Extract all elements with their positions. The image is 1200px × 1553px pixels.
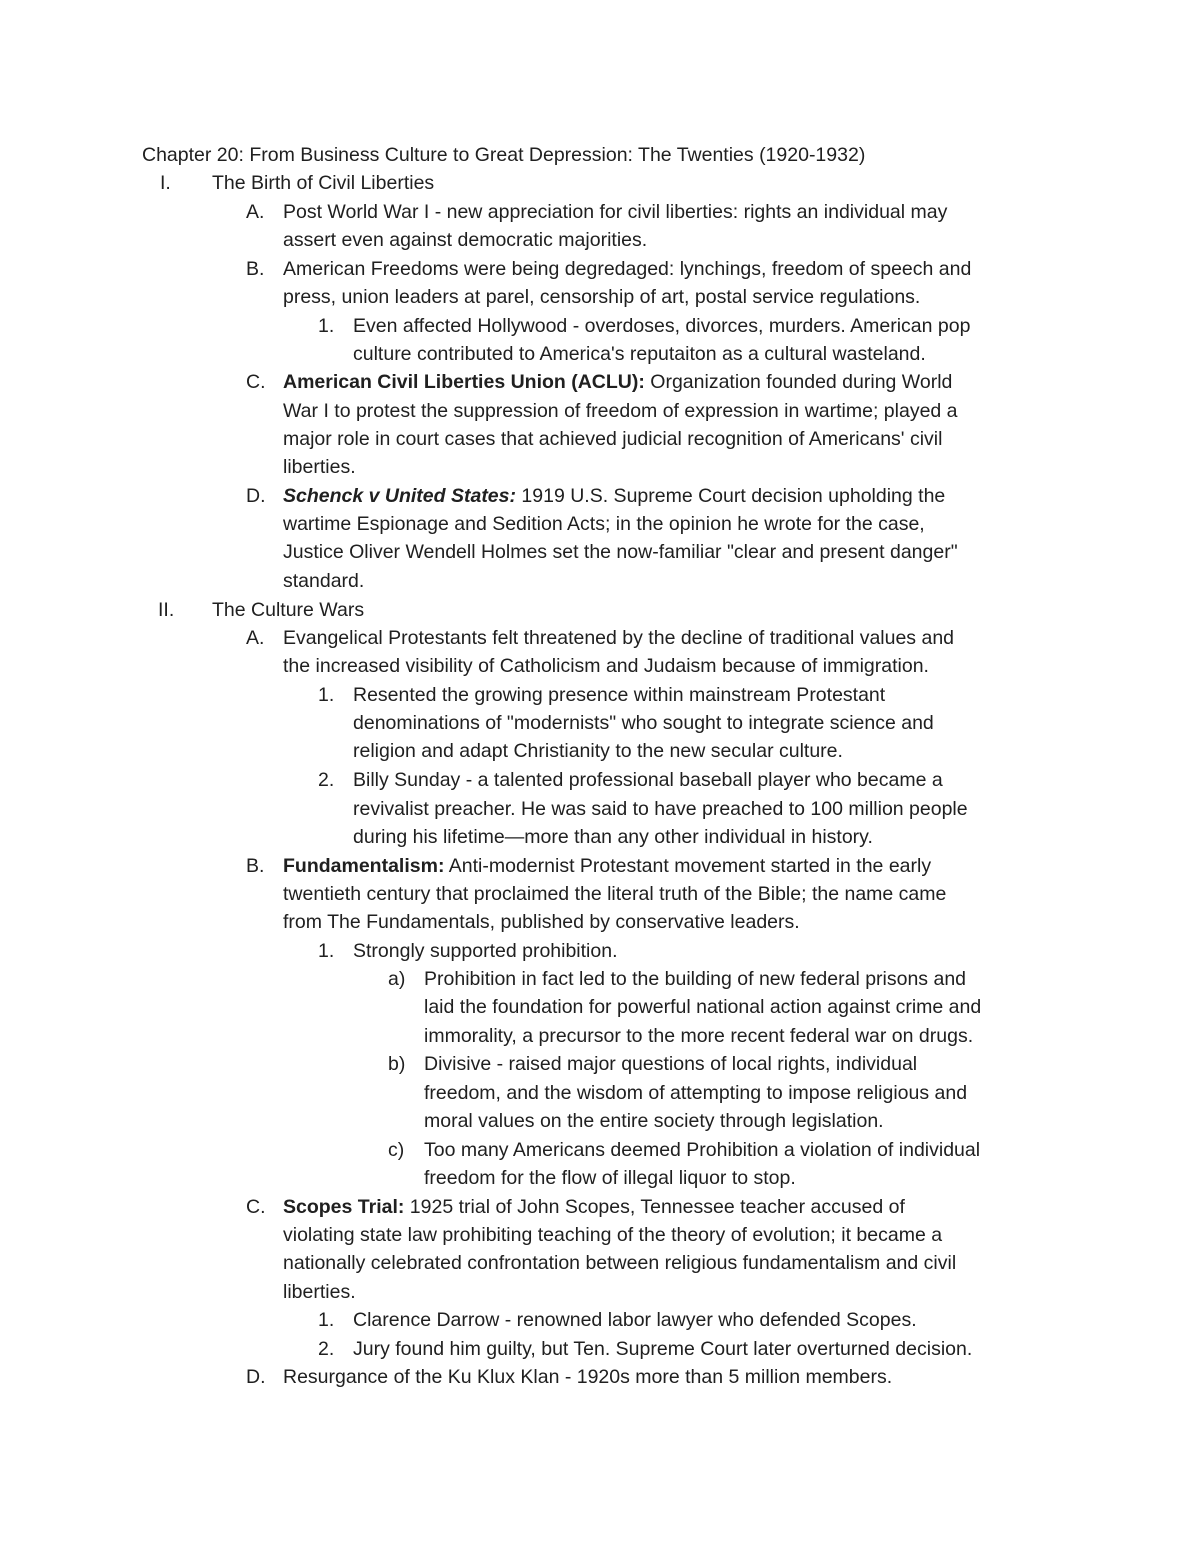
item-1d-line: wartime Espionage and Sedition Acts; in the opinion he wrote for the case, [283, 513, 925, 535]
item-2b1-marker: 1. [318, 940, 335, 962]
section-1-marker: I. [160, 172, 171, 194]
item-1b-line: press, union leaders at parel, censorship of art, postal service regulations. [283, 286, 921, 308]
item-2a-marker: A. [246, 627, 265, 649]
item-2c-line: liberties. [283, 1281, 356, 1303]
item-2b1a-line: laid the foundation for powerful national action against crime and [424, 996, 982, 1018]
item-2c1-marker: 1. [318, 1309, 335, 1331]
item-1a-line: assert even against democratic majorities. [283, 229, 648, 251]
item-1c-line: major role in court cases that achieved judicial recognition of Americans' civil [283, 428, 943, 450]
item-2a2-line: during his lifetime—more than any other individual in history. [353, 826, 873, 848]
item-2b1a-line: Prohibition in fact led to the building of new federal prisons and [424, 968, 967, 990]
section-2-marker: II. [158, 599, 175, 621]
item-2c1-line: Clarence Darrow - renowned labor lawyer who defended Scopes. [353, 1309, 917, 1331]
fundamentalism-term: Fundamentalism: [283, 855, 445, 877]
item-2b1a-line: immorality, a precursor to the more recent federal war on drugs. [424, 1025, 974, 1047]
item-1d-text: 1919 U.S. Supreme Court decision upholding the [516, 485, 946, 507]
item-1a-marker: A. [246, 201, 265, 223]
item-1b1-line: culture contributed to America's reputaiton as a cultural wasteland. [353, 343, 926, 365]
item-2d-marker: D. [246, 1366, 266, 1388]
item-2b-text: Anti-modernist Protestant movement started in the early [444, 855, 932, 877]
item-2a-line: Evangelical Protestants felt threatened by the decline of traditional values and [283, 627, 955, 649]
item-1c-line: War I to protest the suppression of freedom of expression in wartime; played a [283, 400, 958, 422]
item-2a-line: the increased visibility of Catholicism and Judaism because of immigration. [283, 655, 929, 677]
item-2b1-line: Strongly supported prohibition. [353, 940, 618, 962]
item-1b1-marker: 1. [318, 315, 335, 337]
item-2c2-line: Jury found him guilty, but Ten. Supreme Court later overturned decision. [353, 1338, 973, 1360]
item-2b-line: from The Fundamentals, published by conservative leaders. [283, 911, 800, 933]
item-2c-text: 1925 trial of John Scopes, Tennessee teacher accused of [404, 1196, 905, 1218]
item-1d-line [283, 482, 945, 511]
page-title: Chapter 20: From Business Culture to Great Depression: The Twenties (1920-1932) [142, 144, 866, 166]
item-1c-text: Organization founded during World [644, 371, 953, 393]
item-1b-marker: B. [246, 258, 265, 280]
aclu-term: American Civil Liberties Union (ACLU): [283, 371, 645, 393]
item-1c-marker: C. [246, 371, 266, 393]
item-2b1b-marker: b) [388, 1053, 406, 1075]
item-1c-line [283, 368, 952, 397]
item-2b1b-line: freedom, and the wisdom of attempting to impose religious and [424, 1082, 968, 1104]
item-2a2-line: Billy Sunday - a talented professional baseball player who became a [353, 769, 943, 791]
item-2b1c-line: Too many Americans deemed Prohibition a violation of individual [424, 1139, 981, 1161]
item-2b1a-marker: a) [388, 968, 406, 990]
item-1d-line: Justice Oliver Wendell Holmes set the now-familiar "clear and present danger" [283, 541, 958, 563]
item-1d-line: standard. [283, 570, 365, 592]
item-2c-line [283, 1193, 905, 1222]
item-2a1-line: denominations of "modernists" who sought to integrate science and [353, 712, 934, 734]
item-2b1b-line: moral values on the entire society through legislation. [424, 1110, 884, 1132]
section-1-heading: The Birth of Civil Liberties [212, 172, 435, 194]
item-2b-marker: B. [246, 855, 265, 877]
item-2a2-marker: 2. [318, 769, 335, 791]
item-1a-line: Post World War I - new appreciation for civil liberties: rights an individual may [283, 201, 948, 223]
item-2b1c-marker: c) [388, 1139, 405, 1161]
section-2-heading: The Culture Wars [212, 599, 365, 621]
item-1b1-line: Even affected Hollywood - overdoses, divorces, murders. American pop [353, 315, 971, 337]
item-1c-line: liberties. [283, 456, 356, 478]
item-2b1b-line: Divisive - raised major questions of local rights, individual [424, 1053, 918, 1075]
item-2c-marker: C. [246, 1196, 266, 1218]
item-1d-marker: D. [246, 485, 266, 507]
item-2c-line: violating state law prohibiting teaching of the theory of evolution; it became a [283, 1224, 943, 1246]
item-2a2-line: revivalist preacher. He was said to have preached to 100 million people [353, 798, 968, 820]
schenck-term: Schenck v United States: [283, 485, 516, 507]
item-2c-line: nationally celebrated confrontation between religious fundamentalism and civil [283, 1252, 957, 1274]
item-2a1-line: Resented the growing presence within mainstream Protestant [353, 684, 886, 706]
item-2a1-marker: 1. [318, 684, 335, 706]
item-2d-line: Resurgance of the Ku Klux Klan - 1920s more than 5 million members. [283, 1366, 893, 1388]
item-2b1c-line: freedom for the flow of illegal liquor to stop. [424, 1167, 796, 1189]
item-2b-line: twentieth century that proclaimed the literal truth of the Bible; the name came [283, 883, 947, 905]
item-2a1-line: religion and adapt Christianity to the new secular culture. [353, 740, 843, 762]
item-2c2-marker: 2. [318, 1338, 335, 1360]
scopes-trial-term: Scopes Trial: [283, 1196, 405, 1218]
item-2b-line [283, 852, 931, 881]
item-1b-line: American Freedoms were being degredaged: lynchings, freedom of speech and [283, 258, 972, 280]
